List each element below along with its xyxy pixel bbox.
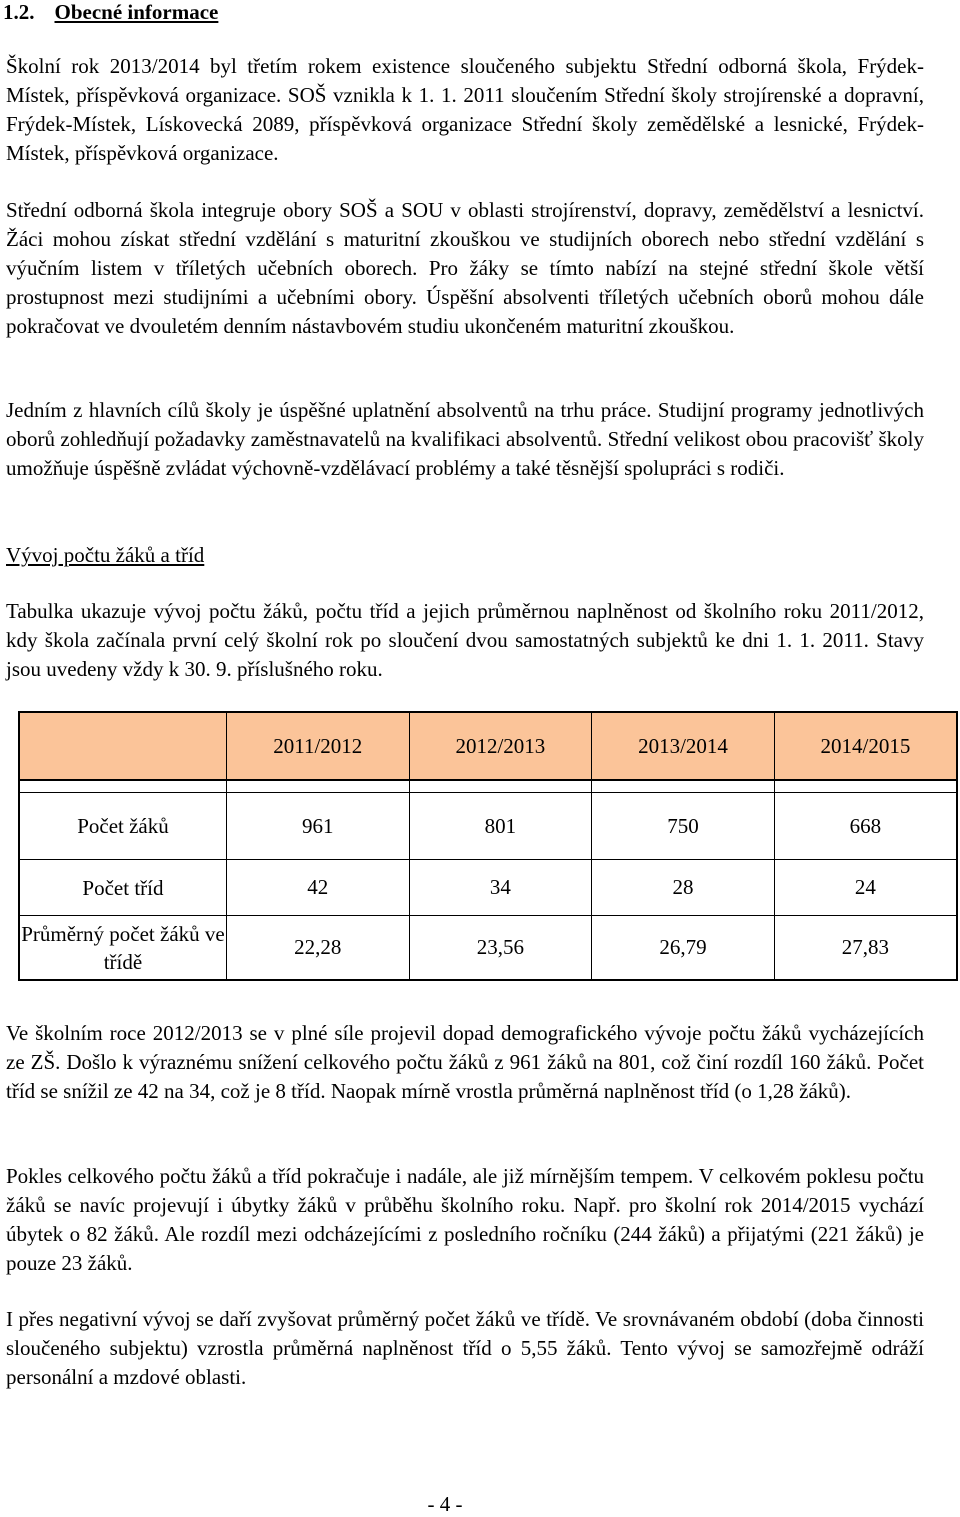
section-number: 1.2. [3, 0, 35, 24]
section-title: Obecné informace [54, 0, 219, 24]
table-cell: 668 [774, 793, 957, 860]
table-cell: 26,79 [592, 916, 775, 981]
table-header-year: 2011/2012 [226, 712, 409, 780]
table-cell: 23,56 [409, 916, 592, 981]
table-cell: 961 [226, 793, 409, 860]
table-cell: 22,28 [226, 916, 409, 981]
table-cell: 750 [592, 793, 775, 860]
paragraph-school-year: Školní rok 2013/2014 byl třetím rokem existence sloučeného subjektu Střední odborná škola, Frýdek-Místek, příspěvková organizace. SOŠ vznikla k 1. 1. 2011 sloučením Střední školy strojírenské a dopravní, Frýdek-Místek, Lískovecká 2089, příspěvková organizace Střední školy zemědělské a lesnické, Frýdek-Místek, příspěvková organizace. [6, 54, 924, 165]
table-spacer-row [19, 780, 957, 793]
table-row-label: Počet tříd [19, 860, 226, 916]
table-spacer-cell [226, 780, 409, 793]
table-row-label: Průměrný počet žáků ve třídě [19, 916, 226, 981]
table-cell: 34 [409, 860, 592, 916]
table-cell: 27,83 [774, 916, 957, 981]
students-classes-table [18, 711, 958, 981]
table-cell: 801 [409, 793, 592, 860]
table-row [19, 793, 957, 860]
paragraph-class-fill-growth: I přes negativní vývoj se daří zvyšovat průměrný počet žáků ve třídě. Ve srovnávaném období (doba činnosti sloučeného subjektu) vzrostla průměrná naplněnost tříd o 5,55 žáků. Tento vývoj se samozřejmě odráží personální a mzdové oblasti. [6, 1307, 924, 1389]
table-row-label: Počet žáků [19, 793, 226, 860]
paragraph-table-intro: Tabulka ukazuje vývoj počtu žáků, počtu tříd a jejich průměrnou naplněnost od školního roku 2011/2012, kdy škola začínala první celý školní rok po sloučení dvou samostatných subjektů ke dni 1. 1. 2011. Stavy jsou uvedeny vždy k 30. 9. příslušného roku. [6, 599, 924, 681]
table-header-row [19, 712, 957, 780]
table-cell: 28 [592, 860, 775, 916]
paragraph-school-fields: Střední odborná škola integruje obory SOŠ a SOU v oblasti strojírenství, dopravy, zemědělství a lesnictví. Žáci mohou získat střední vzdělání s maturitní zkouškou ve studijních oborech nebo střední vzdělání s výučním listem v tříletých učebních oborech. Pro žáky se tímto nabízí na stejné střední škole větší prostupnost mezi studijními a učebními obory. Úspěšní absolventi tříletých učebních oborů mohou dále pokračovat ve dvouletém denním nástavbovém studiu ukončeném maturitní zkouškou. [6, 198, 924, 338]
table-spacer-cell [592, 780, 775, 793]
section-heading [3, 0, 218, 32]
table-header-year: 2012/2013 [409, 712, 592, 780]
paragraph-demographic-impact: Ve školním roce 2012/2013 se v plné síle projevil dopad demografického vývoje počtu žáků vycházejících ze ZŠ. Došlo k výraznému snížení celkového počtu žáků z 961 žáků na 801, což činí rozdíl 160 žáků. Počet tříd se snížil ze 42 na 34, což je 8 tříd. Naopak mírně vrostla průměrná naplněnost tříd (o 1,28 žáků). [6, 1021, 924, 1103]
table-spacer-cell [774, 780, 957, 793]
table-header-year: 2013/2014 [592, 712, 775, 780]
table-cell: 24 [774, 860, 957, 916]
subheading-student-trend: Vývoj počtu žáků a tříd [6, 543, 205, 567]
paragraph-school-goals: Jedním z hlavních cílů školy je úspěšné uplatnění absolventů na trhu práce. Studijní programy jednotlivých oborů zohledňují požadavky zaměstnavatelů na kvalifikaci absolventů. Střední velikost obou pracovišť školy umožňuje úspěšně zvládat výchovně-vzdělávací problémy a také těsnější spolupráci s rodiči. [6, 398, 924, 480]
paragraph-continuing-decline: Pokles celkového počtu žáků a tříd pokračuje i nadále, ale již mírnějším tempem. V celkovém poklesu počtu žáků se navíc projevují i úbytky žáků v průběhu školního roku. Např. pro školní rok 2014/2015 vychází úbytek o 82 žáků. Ale rozdíl mezi odcházejícími z posledního ročníku (244 žáků) a přijatými (221 žáků) je pouze 23 žáků. [6, 1164, 924, 1275]
table-spacer-cell [409, 780, 592, 793]
table-header-corner [19, 712, 226, 780]
table-row [19, 860, 957, 916]
table-cell: 42 [226, 860, 409, 916]
table-spacer-cell [19, 780, 226, 793]
page-number: - 4 - [427, 1492, 463, 1516]
table-header-year: 2014/2015 [774, 712, 957, 780]
table-row [19, 916, 957, 981]
